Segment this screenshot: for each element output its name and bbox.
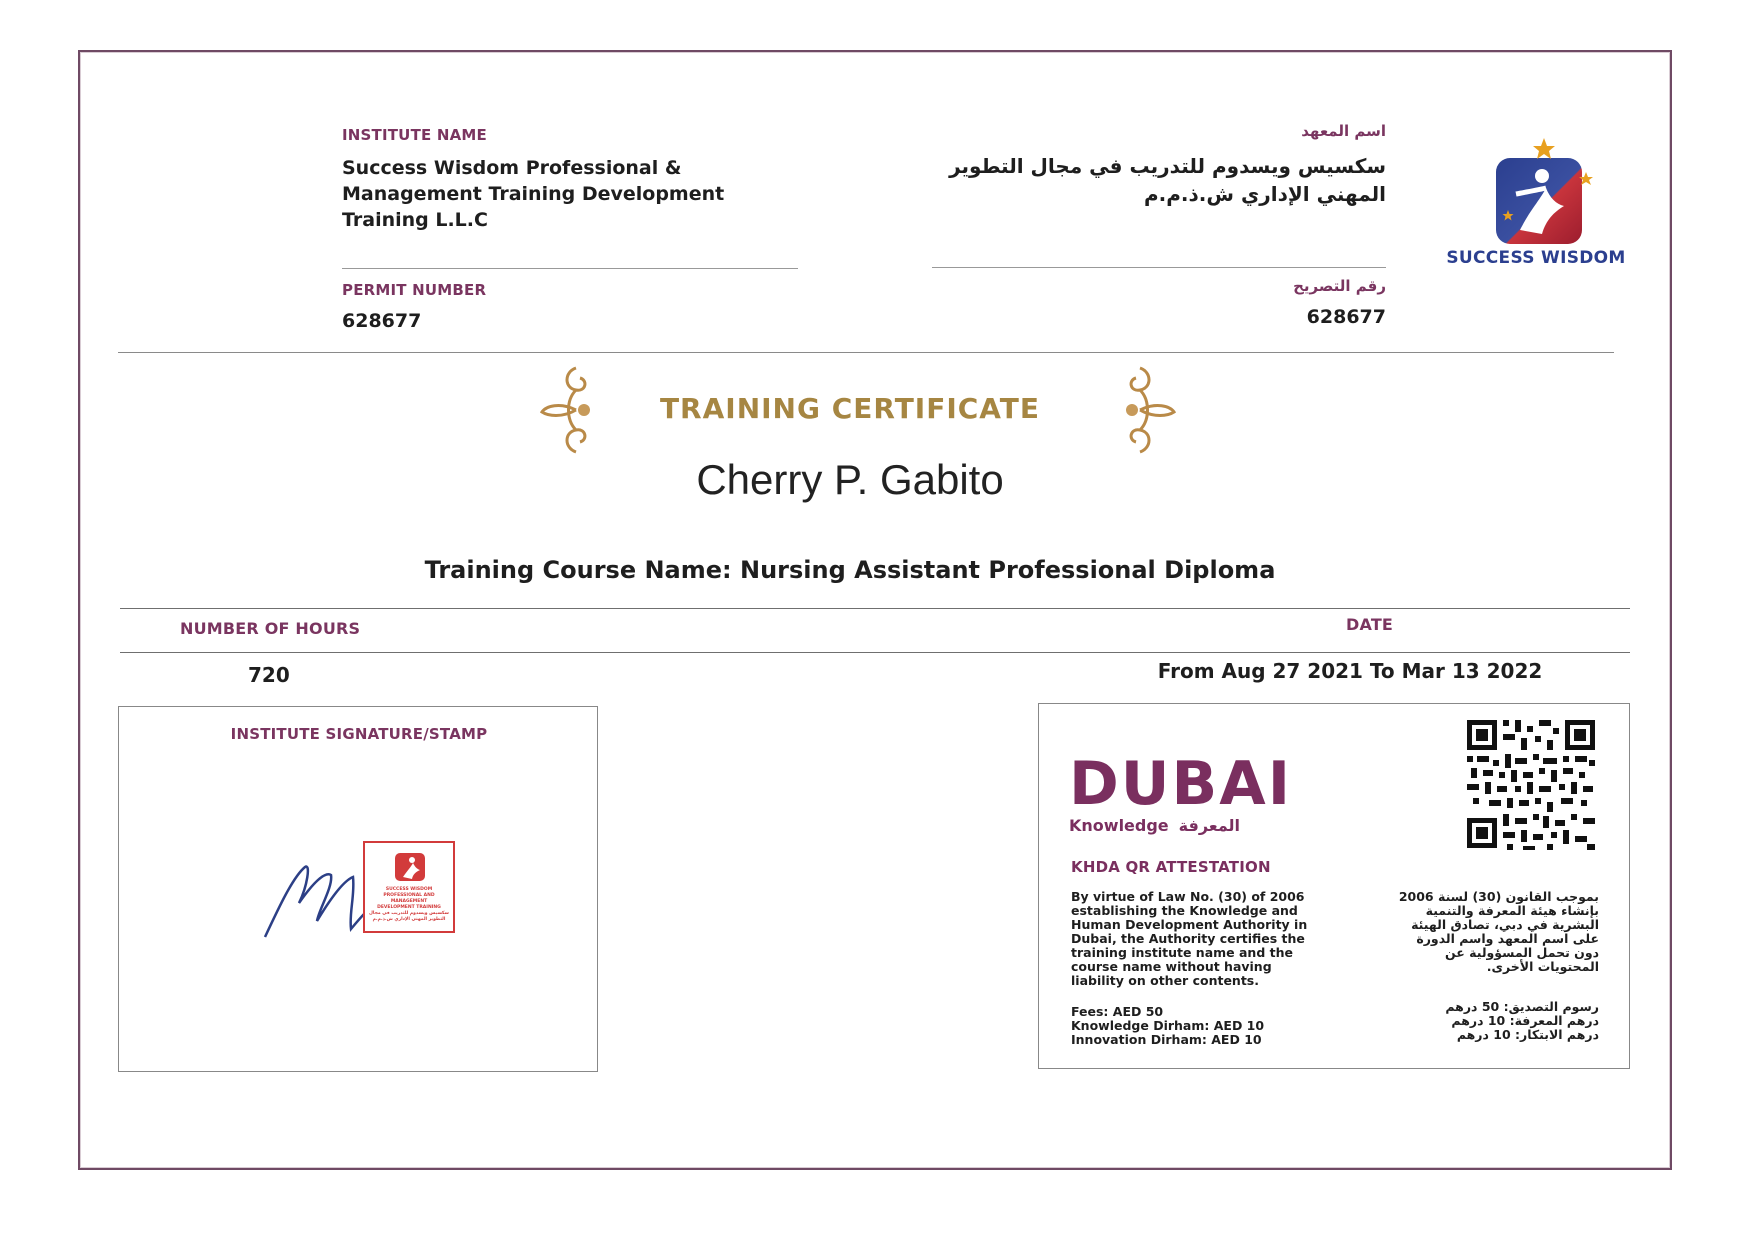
stamp-line-4: سكسيس ويسدوم للتدريب في مجال [369, 911, 449, 916]
permit-number-ar: 628677 [1306, 306, 1386, 328]
ornament-left-icon [536, 362, 606, 458]
institute-name-divider-ar [932, 267, 1386, 268]
ornament-right-icon [1110, 362, 1180, 458]
khda-fees-en: Fees: AED 50 Knowledge Dirham: AED 10 Innovation Dirham: AED 10 [1071, 1004, 1265, 1047]
details-top-divider [120, 608, 1630, 609]
date-value: From Aug 27 2021 To Mar 13 2022 [1157, 659, 1543, 683]
stamp-line-2: PROFESSIONAL AND MANAGEMENT [383, 893, 435, 904]
hours-label: NUMBER OF HOURS [180, 619, 361, 638]
permit-number-en: 628677 [342, 310, 422, 332]
success-wisdom-logo [1446, 130, 1626, 280]
stamp-line-3: DEVELOPMENT TRAINING [377, 905, 441, 910]
certificate-title: TRAINING CERTIFICATE [659, 392, 1041, 425]
institute-name-label-ar: اسم المعهد [1301, 122, 1386, 140]
qr-code-icon [1463, 716, 1599, 852]
permit-label-en: PERMIT NUMBER [342, 281, 487, 299]
khda-text-en: By virtue of Law No. (30) of 2006 establishing the Knowledge and Human Development Authority in Dubai, the Authority certifies the training institute name and the course name without having liability on other contents. [1071, 889, 1308, 988]
date-label: DATE [1346, 615, 1394, 634]
stamp-line-5: التطوير المهني الإداري ش.ذ.م.م [372, 917, 446, 922]
success-wisdom-emblem-icon [1446, 130, 1626, 248]
course-name: Training Course Name: Nursing Assistant Professional Diploma [424, 556, 1276, 584]
stamp-logo-icon [393, 849, 427, 883]
dubai-logo-word: DUBAI [1069, 749, 1293, 819]
dubai-knowledge-logo [1069, 749, 1293, 835]
signature-label: INSTITUTE SIGNATURE/STAMP [230, 725, 488, 743]
details-bottom-divider [120, 652, 1630, 653]
khda-fees-ar: رسوم التصديق: 50 درهم درهم المعرفة: 10 درهم درهم الابتكار: 10 درهم [1445, 999, 1599, 1042]
khda-attestation-box [1038, 703, 1630, 1069]
hours-value: 720 [248, 663, 290, 687]
institute-stamp [363, 841, 455, 933]
signature-box [118, 706, 598, 1072]
header-divider [118, 352, 1614, 353]
institute-name-ar: سكسيس ويسدوم للتدريب في مجال التطوير المهني الإداري ش.ذ.م.م [949, 154, 1386, 206]
stamp-line-1: SUCCESS WISDOM [385, 887, 433, 892]
permit-label-ar: رقم التصريح [1293, 277, 1386, 295]
logo-text: SUCCESS WISDOM [1446, 248, 1626, 268]
institute-name-divider-en [342, 268, 798, 269]
khda-attestation-label: KHDA QR ATTESTATION [1071, 858, 1271, 876]
dubai-logo-sub-en: Knowledge [1069, 816, 1169, 835]
institute-name-en: Success Wisdom Professional & Management Training Development Training L.L.C [342, 157, 725, 231]
khda-text-ar: بموجب القانون (30) لسنة 2006 بإنشاء هيئة المعرفة والتنمية البشرية في دبي، تصادق الهيئة على اسم المعهد واسم الدورة دون تحمل المسؤولية عن المحتويات الأخرى. [1398, 889, 1599, 974]
institute-name-label-en: INSTITUTE NAME [342, 126, 487, 144]
recipient-name: Cherry P. Gabito [696, 456, 1004, 503]
dubai-logo-sub-ar: المعرفة [1178, 816, 1241, 835]
